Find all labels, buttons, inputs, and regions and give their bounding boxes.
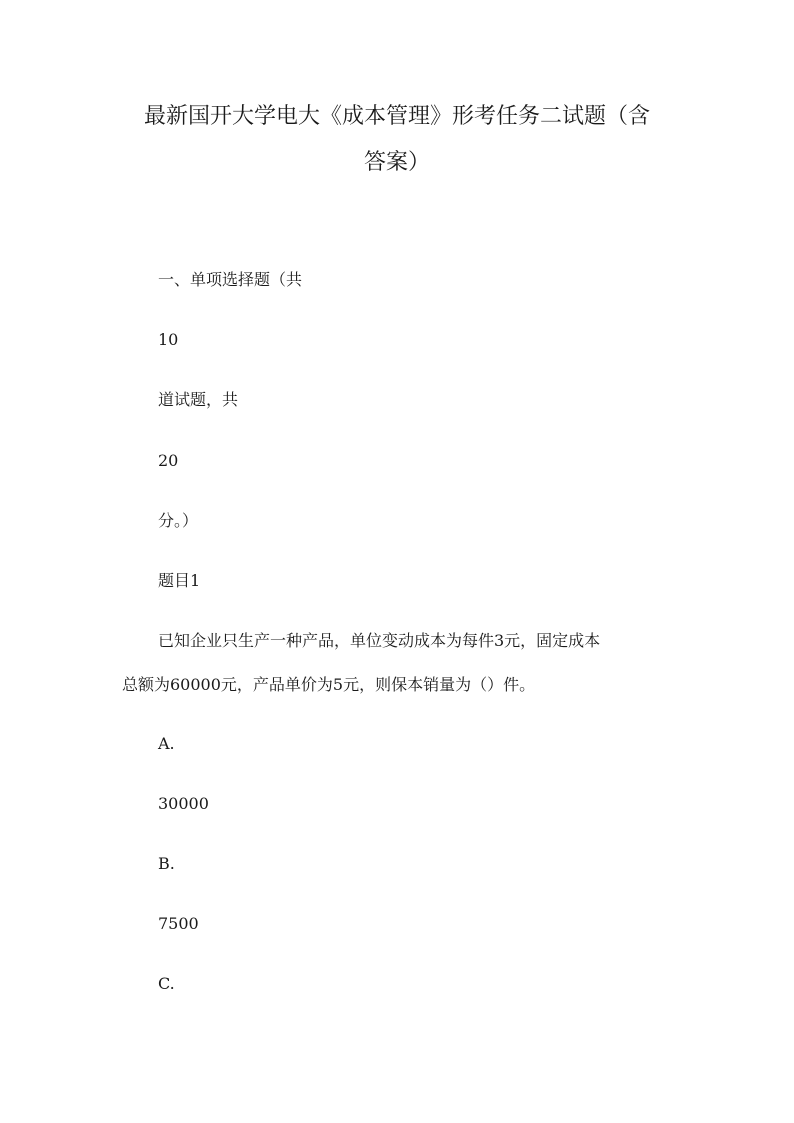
title-line-1: 最新国开大学电大《成本管理》形考任务二试题（含 (143, 104, 650, 129)
option-a-value: 30000 (158, 794, 209, 813)
option-c-label: C. (158, 974, 175, 993)
option-a-label: A. (158, 734, 175, 753)
section-heading-part-1: 一、单项选择题（共 (158, 270, 303, 289)
question-1-label: 题目1 (158, 571, 201, 590)
option-b-label: B. (158, 854, 175, 873)
question-1-text-line-1: 已知企业只生产一种产品，单位变动成本为每件3元，固定成本 (158, 631, 601, 650)
title-line-2: 答案） (363, 150, 430, 175)
section-heading-part-3: 分。） (158, 511, 199, 530)
question-1-text-line-2: 总额为60000元，产品单价为5元，则保本销量为（）件。 (122, 675, 536, 694)
document-title (100, 94, 694, 186)
section-heading-part-2: 道试题，共 (158, 390, 239, 409)
option-b-value: 7500 (158, 914, 199, 933)
section-heading-points: 20 (158, 451, 179, 470)
section-heading-count: 10 (158, 330, 179, 349)
